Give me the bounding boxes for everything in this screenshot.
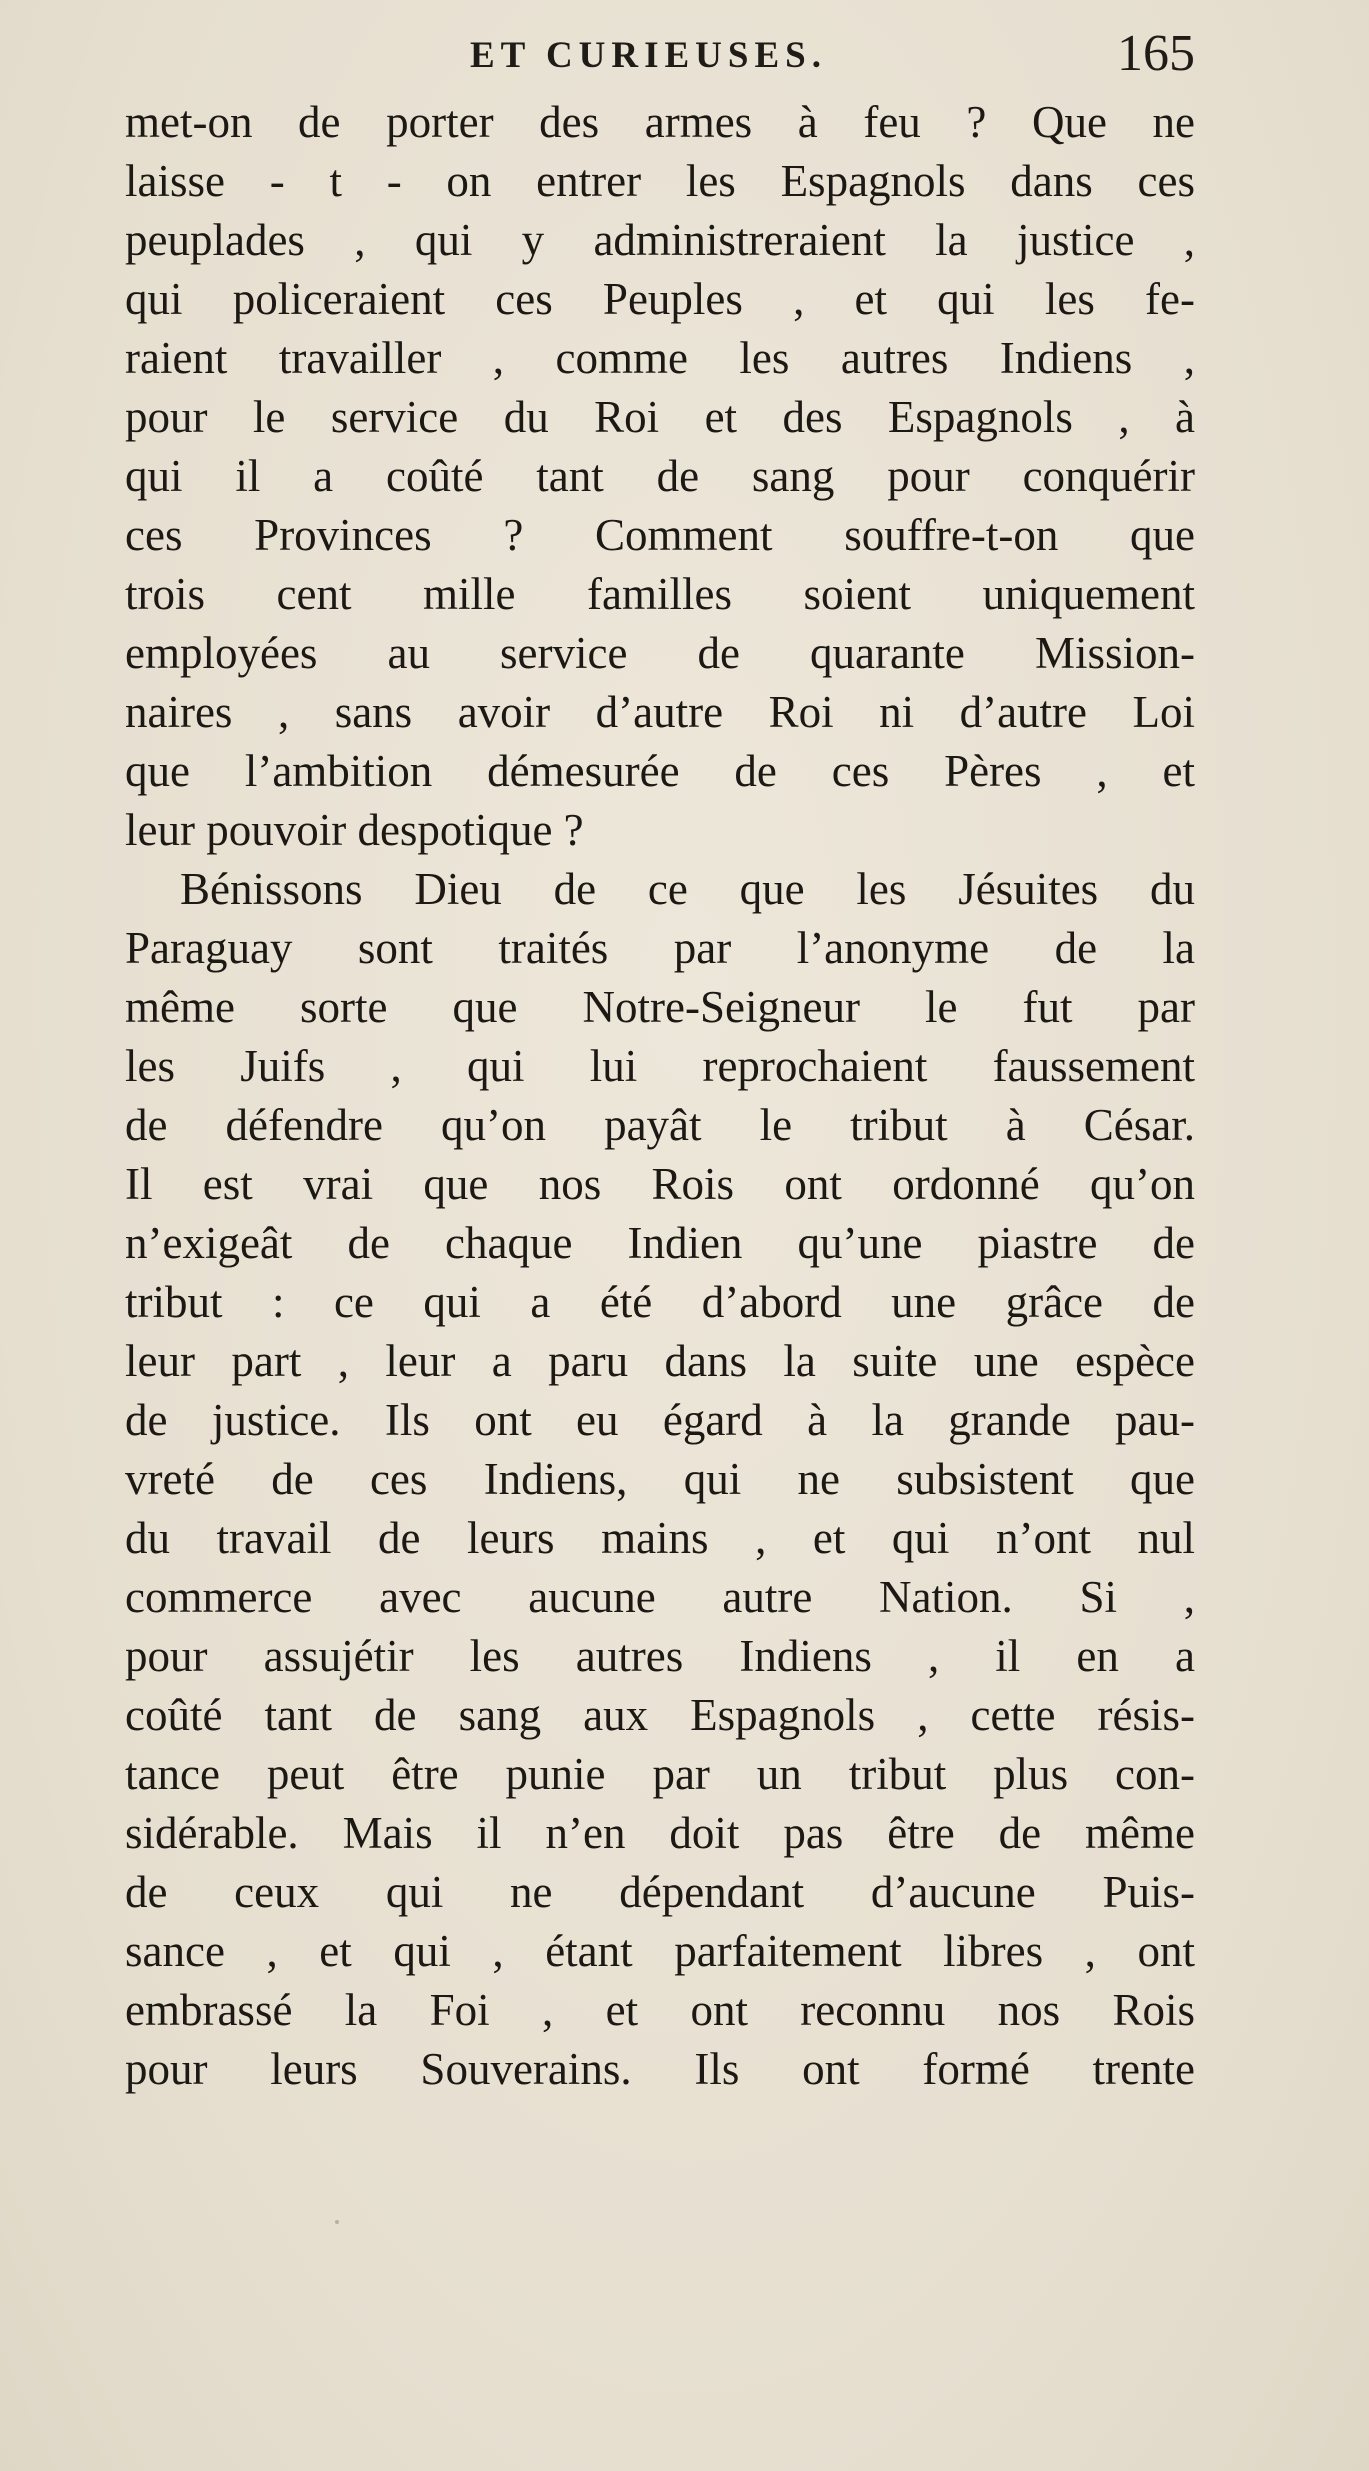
text-line: sance , et qui , étant parfaitement libres , ont <box>125 1926 1195 1976</box>
paragraph-end-line: leur pouvoir despotique ? <box>125 805 584 855</box>
text-line: même sorte que Notre-Seigneur le fut par <box>125 982 1195 1032</box>
text-line: tance peut être punie par un tribut plus con- <box>125 1749 1195 1799</box>
text-line: commerce avec aucune autre Nation. Si , <box>125 1572 1195 1622</box>
text-line: du travail de leurs mains , et qui n’ont nul <box>125 1513 1195 1563</box>
text-line: sidérable. Mais il n’en doit pas être de même <box>125 1808 1195 1858</box>
text-line: ces Provinces ? Comment souffre-t-on que <box>125 510 1195 560</box>
text-line: de ceux qui ne dépendant d’aucune Puis- <box>125 1867 1195 1917</box>
text-line: pour assujétir les autres Indiens , il en a <box>125 1631 1195 1681</box>
text-line: trois cent mille familles soient uniquement <box>125 569 1195 619</box>
text-line: qui policeraient ces Peuples , et qui les fe- <box>125 274 1195 324</box>
text-line: les Juifs , qui lui reprochaient faussement <box>125 1041 1195 1091</box>
text-line: tribut : ce qui a été d’abord une grâce de <box>125 1277 1195 1327</box>
text-line: naires , sans avoir d’autre Roi ni d’autre Loi <box>125 687 1195 737</box>
running-head <box>125 24 1195 84</box>
text-line: pour le service du Roi et des Espagnols , à <box>125 392 1195 442</box>
text-line: pour leurs Souverains. Ils ont formé trente <box>125 2044 1195 2094</box>
text-line: qui il a coûté tant de sang pour conquérir <box>125 451 1195 501</box>
text-line: laisse - t - on entrer les Espagnols dans ces <box>125 156 1195 206</box>
text-line: raient travailler , comme les autres Indiens , <box>125 333 1195 383</box>
text-line: leur part , leur a paru dans la suite une espèce <box>125 1336 1195 1386</box>
text-line: Il est vrai que nos Rois ont ordonné qu’on <box>125 1159 1195 1209</box>
text-line: que l’ambition démesurée de ces Pères , et <box>125 746 1195 796</box>
text-line: de défendre qu’on payât le tribut à César. <box>125 1100 1195 1150</box>
text-line: peuplades , qui y administreraient la justice , <box>125 215 1195 265</box>
paper-speck <box>335 2220 339 2224</box>
text-line: de justice. Ils ont eu égard à la grande pau- <box>125 1395 1195 1445</box>
body-text <box>125 93 1195 2099</box>
text-line: embrassé la Foi , et ont reconnu nos Rois <box>125 1985 1195 2035</box>
paragraph-first-line: Bénissons Dieu de ce que les Jésuites du <box>180 864 1195 914</box>
running-title: ET CURIEUSES. <box>470 35 827 76</box>
text-line: employées au service de quarante Mission- <box>125 628 1195 678</box>
page-number: 165 <box>1117 25 1195 82</box>
text-line: met-on de porter des armes à feu ? Que ne <box>125 97 1195 147</box>
text-line: n’exigeât de chaque Indien qu’une piastre de <box>125 1218 1195 1268</box>
text-line: Paraguay sont traités par l’anonyme de la <box>125 923 1195 973</box>
text-line: coûté tant de sang aux Espagnols , cette résis- <box>125 1690 1195 1740</box>
text-line: vreté de ces Indiens, qui ne subsistent que <box>125 1454 1195 1504</box>
